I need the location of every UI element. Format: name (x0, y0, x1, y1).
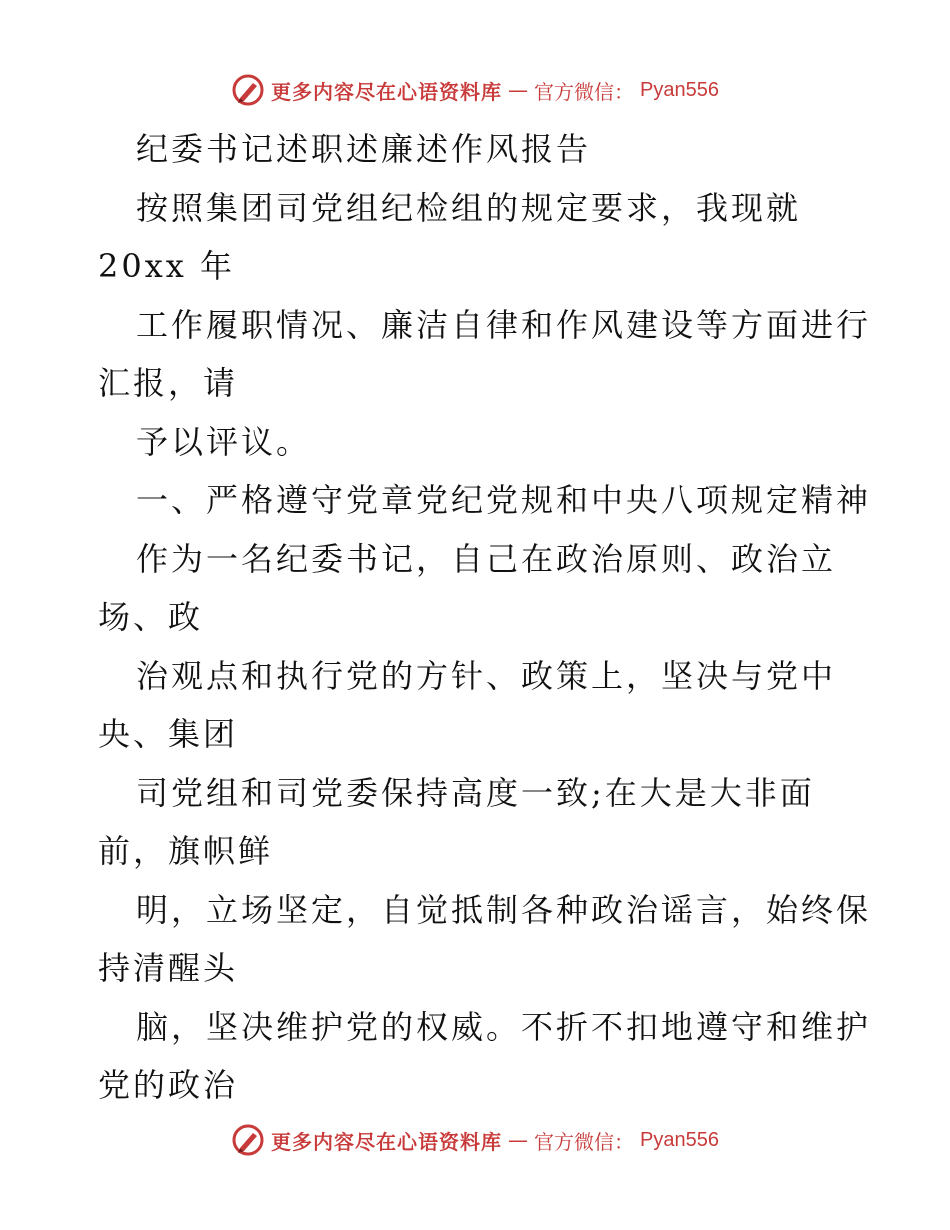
watermark-main-text: 更多内容尽在心语资料库 (271, 79, 503, 104)
watermark-separator: — (508, 1128, 529, 1152)
text-line: 场、政 (98, 598, 204, 636)
text-line: 党的政治 (98, 1066, 239, 1104)
text-line: 央、集团 (98, 715, 239, 753)
text-line: 司党组和司党委保持高度一致;在大是大非面 (136, 773, 815, 812)
text-line: 作为一名纪委书记，自己在政治原则、政治立 (136, 539, 837, 578)
text-line: 持清醒头 (98, 949, 239, 987)
text-line: 一、严格遵守党章党纪党规和中央八项规定精神 (136, 481, 872, 519)
pen-logo-icon (231, 1123, 265, 1157)
watermark-wechat-label: 官方微信： (534, 79, 635, 104)
watermark-wechat-id: Pyan556 (640, 1128, 719, 1151)
text-line: 汇报，请 (98, 364, 239, 402)
document-body (98, 120, 878, 1115)
text-line: 工作履职情况、廉洁自律和作风建设等方面进行 (136, 305, 872, 344)
watermark-separator: — (508, 78, 529, 102)
text-line: 前，旗帜鲜 (98, 832, 274, 870)
text-line: 予以评议。 (136, 422, 312, 461)
text-line: 按照集团司党组纪检组的规定要求，我现就 (136, 188, 802, 227)
pen-logo-icon (231, 73, 265, 107)
text-line: 治观点和执行党的方针、政策上，坚决与党中 (136, 656, 837, 695)
text-line: 明，立场坚定，自觉抵制各种政治谣言，始终保 (136, 890, 872, 929)
watermark-wechat-id: Pyan556 (640, 78, 719, 101)
watermark-main-text: 更多内容尽在心语资料库 (271, 1129, 503, 1154)
watermark-footer (0, 1120, 950, 1160)
watermark-header (0, 70, 950, 110)
text-line: 20xx 年 (98, 247, 235, 285)
watermark-wechat-label: 官方微信： (534, 1129, 635, 1154)
text-line: 纪委书记述职述廉述作风报告 (136, 130, 592, 168)
text-line: 脑，坚决维护党的权威。不折不扣地遵守和维护 (136, 1007, 872, 1046)
